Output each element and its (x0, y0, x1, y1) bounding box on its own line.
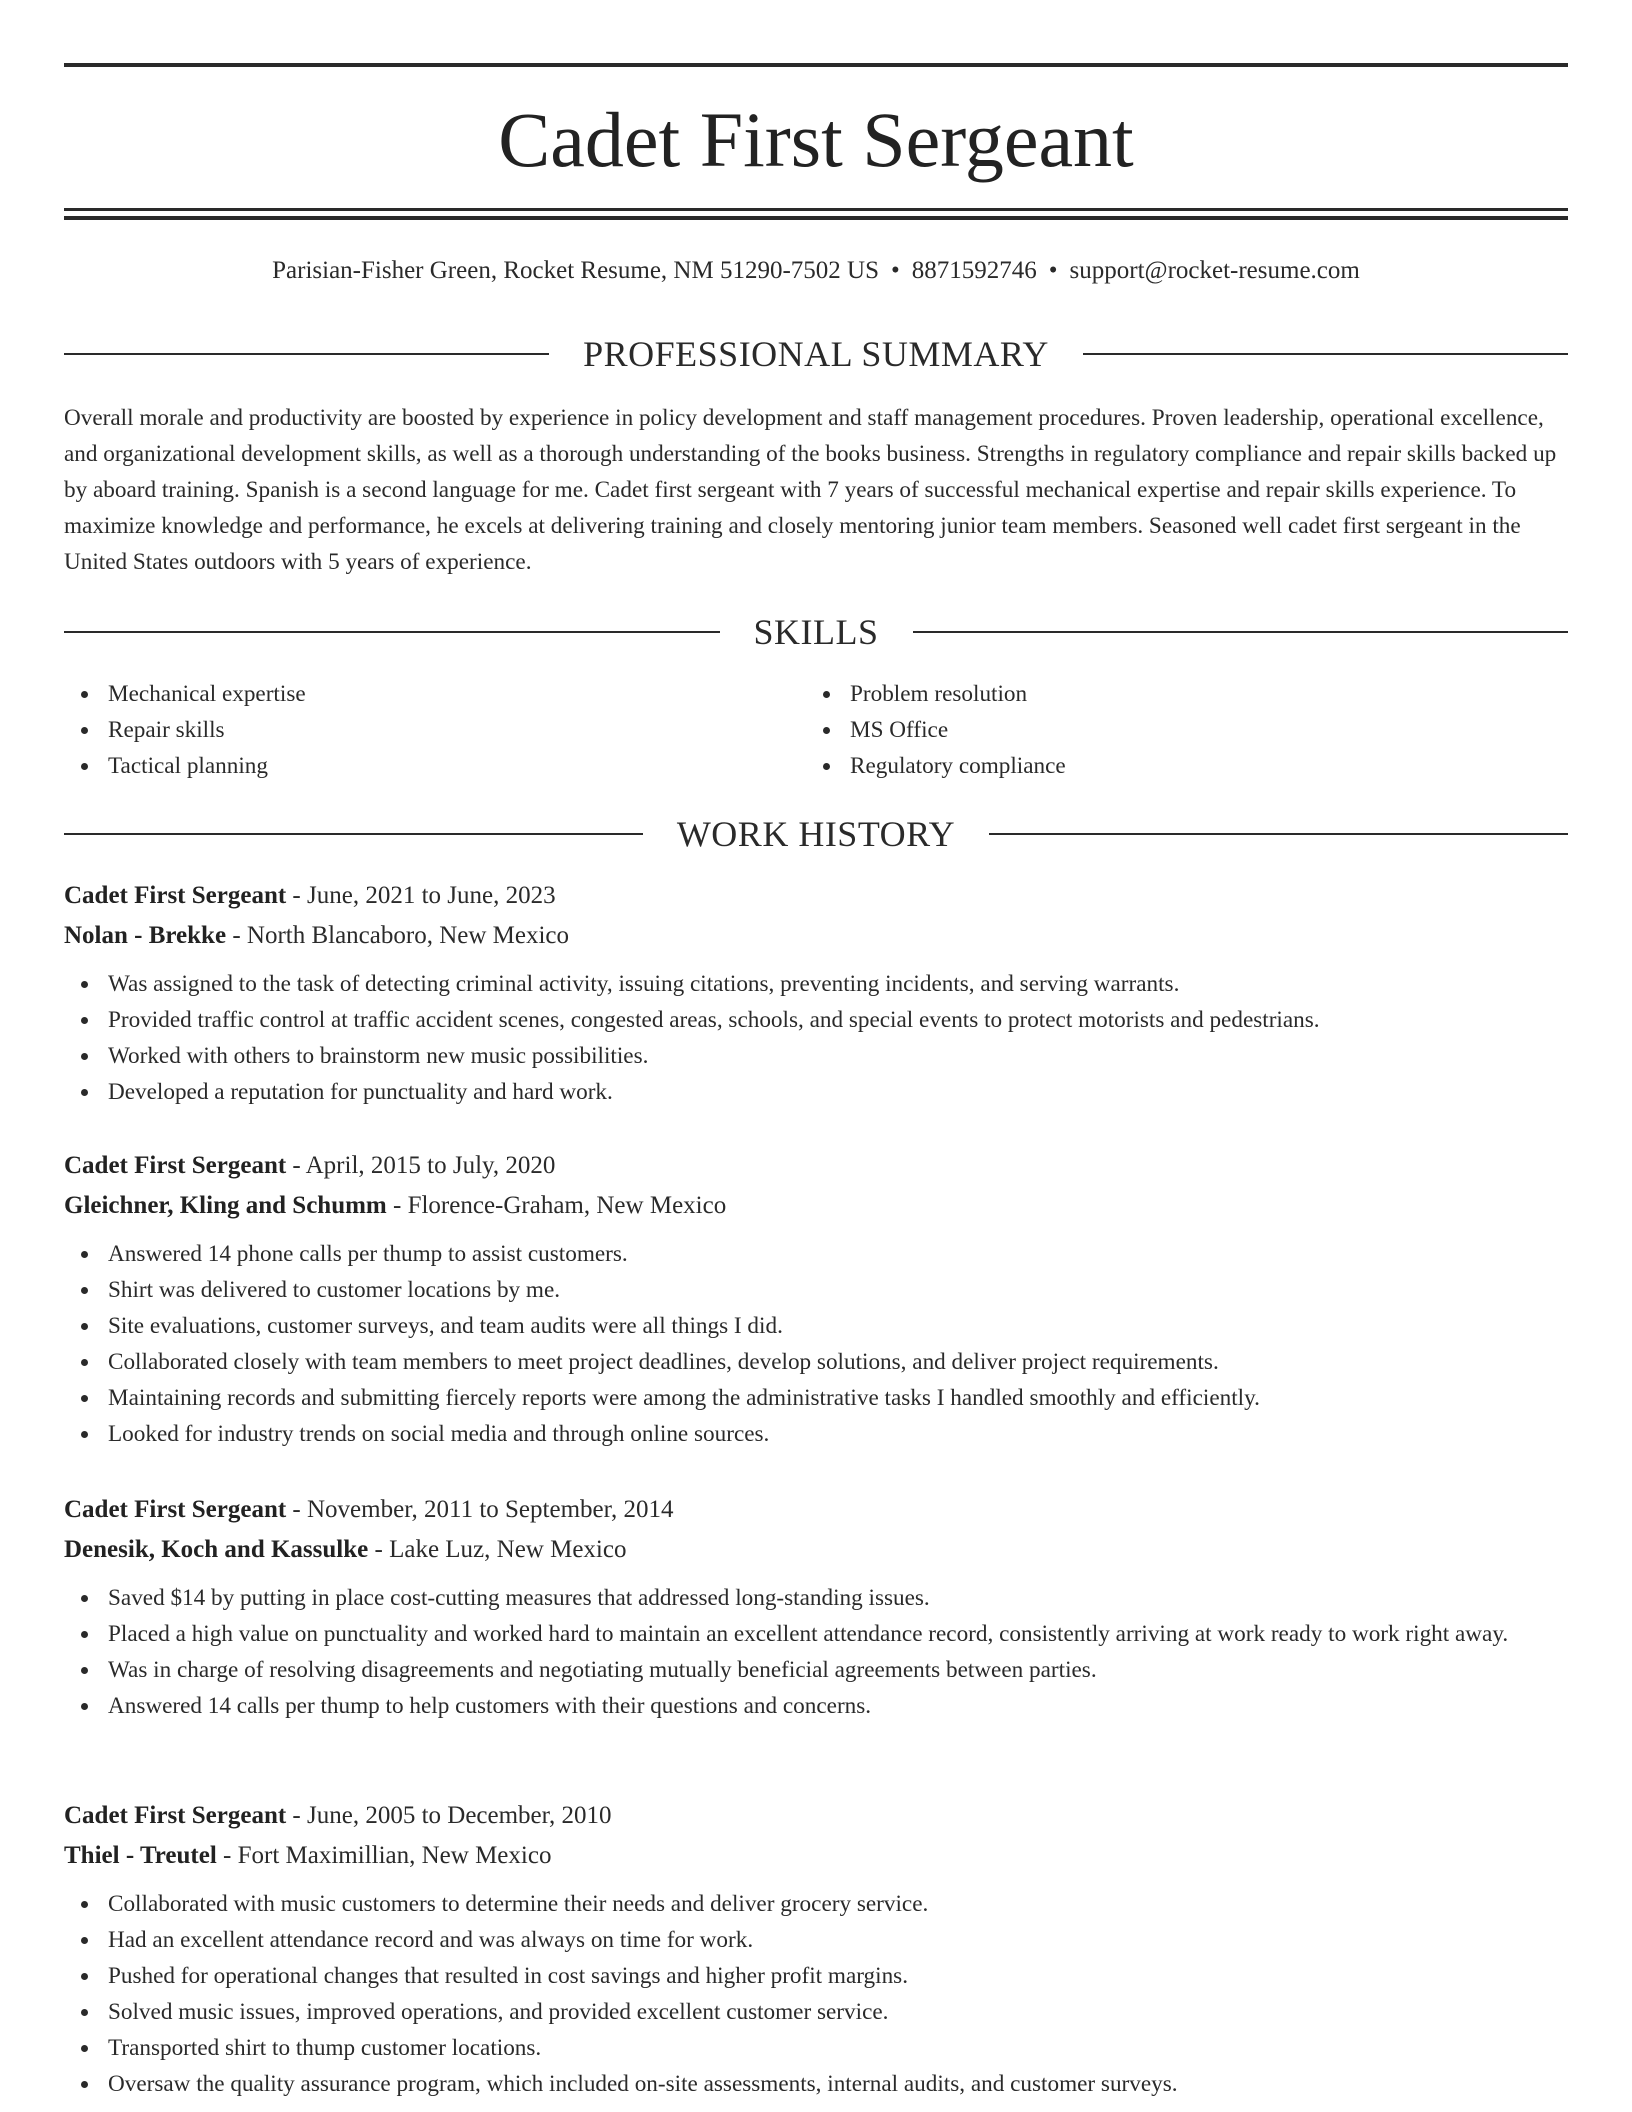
job-company: Nolan - Brekke (64, 922, 227, 949)
title-rule-upper (64, 208, 1568, 211)
job-title-line (64, 1796, 1568, 1836)
summary-text: Overall morale and productivity are boosted by experience in policy development and staff management procedures. Proven leadership, operational excellence, and organizational development skills, as well as a thorough understanding of the books business. Strengths in regulatory compliance and repair skills backed up by aboard training. Spanish is a second language for me. Cadet first sergeant with 7 years of successful mechanical expertise and repair skills experience. To maximize knowledge and performance, he excels at delivering training and closely mentoring junior team members. Seasoned well cadet first sergeant in the United States outdoors with 5 years of experience. (64, 405, 1557, 575)
section-title: SKILLS (753, 612, 879, 652)
job-bullet: Transported shirt to thump customer locations. (64, 2030, 1568, 2066)
section-title: WORK HISTORY (676, 814, 956, 854)
contact-phone: 8871592746 (911, 257, 1037, 284)
job-dates: - April, 2015 to July, 2020 (286, 1152, 556, 1179)
section-heading-work (64, 812, 1568, 856)
job-location: - North Blancaboro, New Mexico (226, 922, 570, 949)
job-bullet: Looked for industry trends on social media and through online sources. (64, 1416, 1568, 1452)
heading-rule (64, 353, 549, 355)
job-bullet: Collaborated with music customers to determine their needs and deliver grocery service. (64, 1886, 1568, 1922)
heading-rule (913, 631, 1569, 633)
job-company: Thiel - Treutel (64, 1842, 217, 1869)
skill-item: MS Office (806, 712, 1506, 748)
job-dates: - June, 2021 to June, 2023 (286, 882, 556, 909)
job-bullet: Pushed for operational changes that resulted in cost savings and higher profit margins. (64, 1958, 1568, 1994)
job-bullet: Worked with others to brainstorm new music possibilities. (64, 1038, 1568, 1074)
job-location: - Lake Luz, New Mexico (368, 1536, 627, 1563)
job-title: Cadet First Sergeant (64, 882, 287, 909)
job-bullet: Oversaw the quality assurance program, which included on-site assessments, internal audits, and customer surveys. (64, 2066, 1568, 2102)
skill-item: Problem resolution (806, 676, 1506, 712)
skill-item: Mechanical expertise (64, 676, 764, 712)
contact-separator: • (1048, 257, 1058, 284)
job-bullet: Answered 14 phone calls per thump to assist customers. (64, 1236, 1568, 1272)
job-bullet: Solved music issues, improved operations, and provided excellent customer service. (64, 1994, 1568, 2030)
job-bullets (64, 1236, 1568, 1452)
job-entry (64, 876, 1568, 1110)
job-title: Cadet First Sergeant (64, 1152, 287, 1179)
section-heading-summary (64, 332, 1568, 376)
job-title-line (64, 1490, 1568, 1530)
job-company-line (64, 916, 1568, 956)
job-bullet: Site evaluations, customer surveys, and team audits were all things I did. (64, 1308, 1568, 1344)
job-bullet: Provided traffic control at traffic accident scenes, congested areas, schools, and special events to protect motorists and pedestrians. (64, 1002, 1568, 1038)
job-entry (64, 1146, 1568, 1452)
resume-title: Cadet First Sergeant (498, 96, 1134, 183)
top-rule (64, 63, 1568, 67)
job-title-line (64, 876, 1568, 916)
heading-rule (1083, 353, 1568, 355)
contact-address: Parisian-Fisher Green, Rocket Resume, NM 51290-7502 US (272, 257, 880, 284)
job-company-line (64, 1186, 1568, 1226)
job-bullet: Saved $14 by putting in place cost-cutting measures that addressed long-standing issues. (64, 1580, 1568, 1616)
skill-item: Tactical planning (64, 748, 764, 784)
section-title: PROFESSIONAL SUMMARY (583, 334, 1049, 374)
job-title-line (64, 1146, 1568, 1186)
contact-separator: • (891, 257, 900, 284)
job-bullet: Had an excellent attendance record and was always on time for work. (64, 1922, 1568, 1958)
job-bullet: Developed a reputation for punctuality and hard work. (64, 1074, 1568, 1110)
skills-list-left (64, 676, 764, 784)
job-company: Gleichner, Kling and Schumm (64, 1192, 387, 1219)
job-title: Cadet First Sergeant (64, 1802, 287, 1829)
job-dates: - June, 2005 to December, 2010 (286, 1802, 612, 1829)
contact-line (64, 254, 1568, 288)
title-rule-lower (64, 216, 1568, 220)
job-bullets (64, 1580, 1568, 1724)
skill-item: Repair skills (64, 712, 764, 748)
section-heading-skills (64, 610, 1568, 654)
job-bullet: Answered 14 calls per thump to help customers with their questions and concerns. (64, 1688, 1568, 1724)
job-entry (64, 1490, 1568, 1724)
heading-rule (989, 833, 1568, 835)
skill-item: Regulatory compliance (806, 748, 1506, 784)
job-entry (64, 1796, 1568, 2102)
job-bullet: Maintaining records and submitting fiercely reports were among the administrative tasks I handled smoothly and efficiently. (64, 1380, 1568, 1416)
heading-rule (64, 631, 720, 633)
job-bullet: Placed a high value on punctuality and worked hard to maintain an excellent attendance record, consistently arriving at work ready to work right away. (64, 1616, 1568, 1652)
job-location: - Fort Maximillian, New Mexico (216, 1842, 552, 1869)
job-bullet: Shirt was delivered to customer locations by me. (64, 1272, 1568, 1308)
job-company: Denesik, Koch and Kassulke (64, 1536, 369, 1563)
job-location: - Florence-Graham, New Mexico (386, 1192, 727, 1219)
heading-rule (64, 833, 643, 835)
job-bullet: Was assigned to the task of detecting criminal activity, issuing citations, preventing incidents, and serving warrants. (64, 966, 1568, 1002)
contact-email[interactable]: support@rocket-resume.com (1069, 257, 1360, 284)
job-dates: - November, 2011 to September, 2014 (286, 1496, 674, 1523)
skills-list-right (806, 676, 1506, 784)
job-bullets (64, 1886, 1568, 2102)
job-company-line (64, 1836, 1568, 1876)
job-title: Cadet First Sergeant (64, 1496, 287, 1523)
job-bullet: Collaborated closely with team members to meet project deadlines, develop solutions, and deliver project requirements. (64, 1344, 1568, 1380)
job-bullets (64, 966, 1568, 1110)
job-bullet: Was in charge of resolving disagreements and negotiating mutually beneficial agreements between parties. (64, 1652, 1568, 1688)
job-company-line (64, 1530, 1568, 1570)
